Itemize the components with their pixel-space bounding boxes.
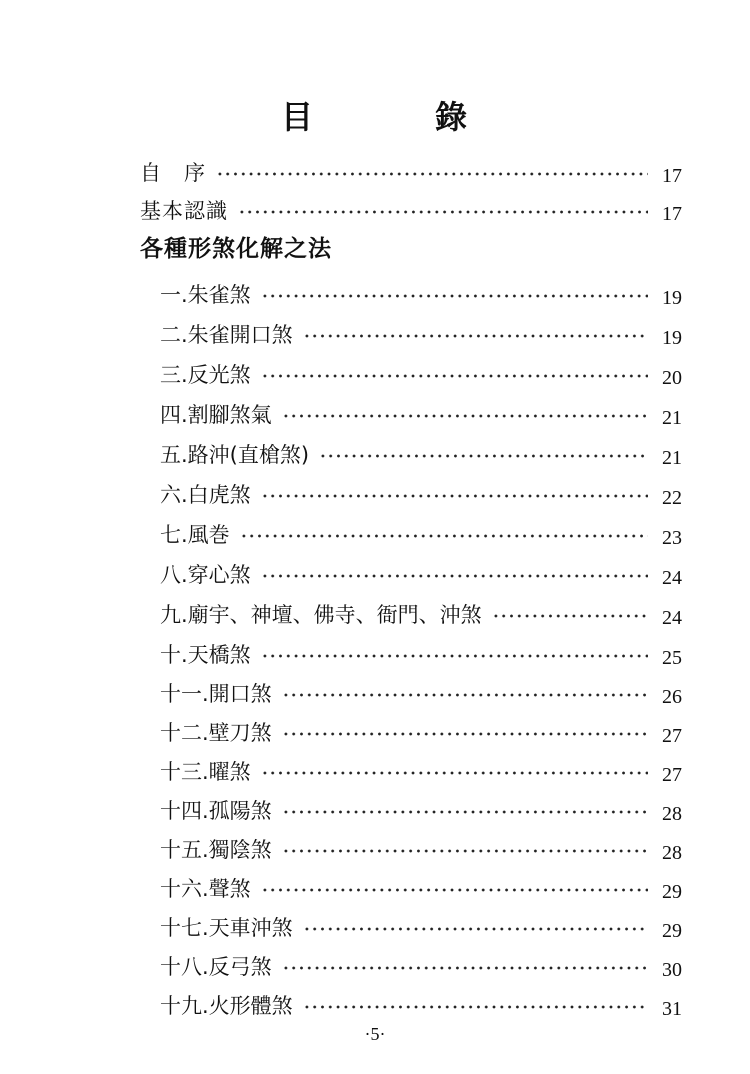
toc-entry xyxy=(0,630,750,668)
toc-entry xyxy=(0,590,750,628)
toc-entry-page: 27 xyxy=(662,725,682,747)
toc-entry-label: 十四.孤陽煞 xyxy=(160,799,272,823)
dot-leader xyxy=(261,650,648,662)
toc-entry xyxy=(0,942,750,980)
toc-entry-label: 二.朱雀開口煞 xyxy=(160,323,293,347)
dot-leader xyxy=(240,530,648,542)
toc-entry-page: 25 xyxy=(662,647,682,669)
toc-entry xyxy=(0,903,750,941)
dot-leader xyxy=(319,450,648,462)
dot-leader xyxy=(261,570,648,582)
toc-entry-page: 30 xyxy=(662,959,682,981)
toc-entry-label: 八.穿心煞 xyxy=(160,563,251,587)
toc-entry xyxy=(0,470,750,508)
dot-leader xyxy=(303,330,648,342)
toc-entry-page: 28 xyxy=(662,842,682,864)
dot-leader xyxy=(261,290,648,302)
toc-entry-label: 各種形煞化解之法 xyxy=(140,236,332,262)
toc-entry xyxy=(0,786,750,824)
toc-entry-page: 31 xyxy=(662,998,682,1020)
toc-section-heading xyxy=(0,224,750,262)
toc-entry-page: 20 xyxy=(662,367,682,389)
toc-entry xyxy=(0,747,750,785)
toc-entry-label: 十六.聲煞 xyxy=(160,877,251,901)
page-number: ·5· xyxy=(364,1024,386,1044)
toc-entry xyxy=(0,708,750,746)
dot-leader xyxy=(261,490,648,502)
toc-entry-label: 十八.反弓煞 xyxy=(160,955,272,979)
dot-leader xyxy=(282,410,648,422)
toc-entry xyxy=(0,310,750,348)
dot-leader xyxy=(303,1001,648,1013)
dot-leader xyxy=(303,923,648,935)
toc-entry-page: 29 xyxy=(662,881,682,903)
toc-entry xyxy=(0,270,750,308)
toc-entry xyxy=(0,186,750,224)
title-char-right: 錄 xyxy=(435,98,470,136)
dot-leader xyxy=(282,728,648,740)
dot-leader xyxy=(261,767,648,779)
toc-entry-page: 19 xyxy=(662,287,682,309)
dot-leader xyxy=(261,884,648,896)
toc-entry-label: 四.割腳煞氣 xyxy=(160,403,272,427)
toc-entry-page: 23 xyxy=(662,527,682,549)
toc-entry-page: 21 xyxy=(662,447,682,469)
toc-entry-page: 27 xyxy=(662,764,682,786)
toc-entry-label: 十七.天車沖煞 xyxy=(160,916,293,940)
toc-entry-page: 28 xyxy=(662,803,682,825)
toc-entry-label: 基本認識 xyxy=(140,199,228,223)
toc-entry xyxy=(0,550,750,588)
toc-entry-label: 一.朱雀煞 xyxy=(160,283,251,307)
toc-entry-page: 21 xyxy=(662,407,682,429)
toc-entry-label: 十三.曜煞 xyxy=(160,760,251,784)
toc-entry-page: 17 xyxy=(662,165,682,187)
toc-entry-page: 29 xyxy=(662,920,682,942)
toc-entry-label: 十五.獨陰煞 xyxy=(160,838,272,862)
toc-entry-label: 七.風巻 xyxy=(160,523,230,547)
dot-leader xyxy=(238,206,648,218)
toc-entry xyxy=(0,390,750,428)
toc-entry-label: 三.反光煞 xyxy=(160,363,251,387)
toc-entry-label: 九.廟宇、神壇、佛寺、衙門、沖煞 xyxy=(160,603,482,627)
toc-entry xyxy=(0,148,750,186)
toc-entry xyxy=(0,864,750,902)
toc-entry-page: 22 xyxy=(662,487,682,509)
toc-entry-label: 六.白虎煞 xyxy=(160,483,251,507)
toc-entry xyxy=(0,825,750,863)
toc-entry-label: 五.路沖(直槍煞) xyxy=(160,443,310,467)
toc-entry-label: 十九.火形體煞 xyxy=(160,994,293,1018)
dot-leader xyxy=(282,689,648,701)
toc-entry xyxy=(0,669,750,707)
title-char-left: 目 xyxy=(280,98,315,136)
toc-entry xyxy=(0,510,750,548)
dot-leader xyxy=(492,610,648,622)
dot-leader xyxy=(282,806,648,818)
toc-entry-page: 24 xyxy=(662,607,682,629)
dot-leader xyxy=(261,370,648,382)
toc-entry-label: 十.天橋煞 xyxy=(160,643,251,667)
toc-entry-page: 24 xyxy=(662,567,682,589)
page-title xyxy=(0,92,750,138)
toc-entry-page: 19 xyxy=(662,327,682,349)
dot-leader xyxy=(216,168,648,180)
toc-entry xyxy=(0,981,750,1019)
toc-entry xyxy=(0,430,750,468)
dot-leader xyxy=(282,845,648,857)
toc-entry-label: 十一.開口煞 xyxy=(160,682,272,706)
toc-entry xyxy=(0,350,750,388)
dot-leader xyxy=(282,962,648,974)
toc-entry-label: 十二.壁刀煞 xyxy=(160,721,272,745)
toc-entry-page: 17 xyxy=(662,203,682,225)
toc-entry-page: 26 xyxy=(662,686,682,708)
toc-entry-label: 自 序 xyxy=(140,161,206,185)
